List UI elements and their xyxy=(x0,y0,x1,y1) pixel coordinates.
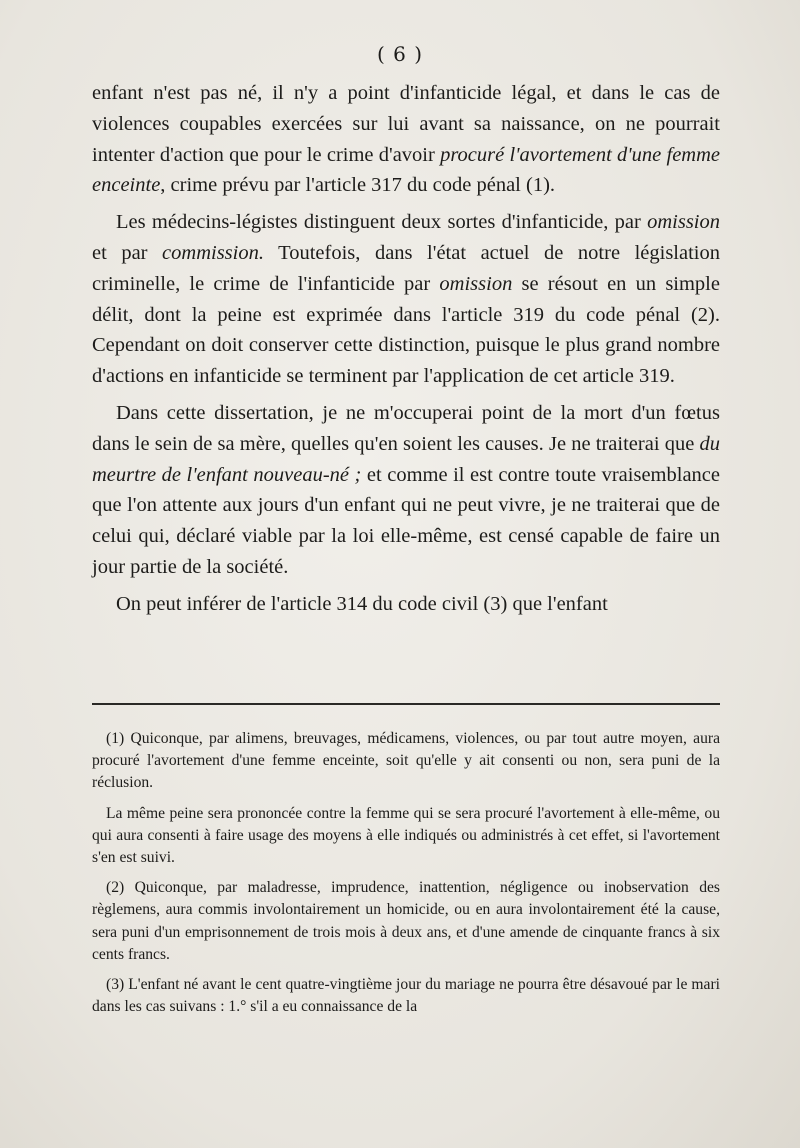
footnote-1: (1) Quiconque, par alimens, breuvages, médicamens, violences, ou par tout autre moyen, aura procuré l'avortement d'une femme enceinte, soit qu'elle y ait consenti ou non, sera puni de la réclusion. xyxy=(92,730,720,792)
page-number: ( 6 ) xyxy=(376,42,424,66)
paragraph-2-italic-2: commission. xyxy=(162,241,264,264)
paragraph-2-text-a: Les médecins-légistes distinguent deux sortes d'infanticide, par xyxy=(116,211,648,234)
paragraph-2-text-b: et par xyxy=(92,241,163,264)
footnote-3: (3) L'enfant né avant le cent quatre-vingtième jour du mariage ne pourra être désavoué par le mari dans les cas suivans : 1.° s'il a eu connaissance de la xyxy=(92,976,720,1016)
paragraph-4: On peut inférer de l'article 314 du code civil (3) que l'enfant xyxy=(116,592,608,615)
paragraph-2-text-c: Toutefois, dans l'état actuel de notre législation criminelle, le crime de l'infanticide par xyxy=(92,241,720,295)
footnote-divider xyxy=(92,703,720,705)
paragraph-2-italic-3: omission xyxy=(439,272,513,295)
paragraph-1-italic: procuré l'avortement d'une femme enceinte xyxy=(92,143,720,197)
paragraph-2 xyxy=(92,207,720,392)
paragraph-2-text-d: se résout en un simple délit, dont la peine est exprimée dans l'article 319 du code pénal (2). Cependant on doit conserver cette distinction, puisque le plus grand nombre d'actions en infanticide se terminent par l'application de cet article 319. xyxy=(92,272,720,388)
footnote-2: (2) Quiconque, par maladresse, imprudence, inattention, négligence ou inobservation des règlemens, aura commis involontairement un homicide, ou en aura involontairement été la cause, sera puni d'un emprisonnement de trois mois à deux ans, et d'une amende de cinquante francs à six cents francs. xyxy=(92,879,720,963)
paragraph-2-italic-1: omission xyxy=(647,211,720,234)
footnotes xyxy=(92,728,720,1026)
paragraph-3-text-a: Dans cette dissertation, je ne m'occuperai point de la mort d'un fœtus dans le sein de sa mère, quelles qu'en soient les causes. Je ne traiterai que xyxy=(92,401,720,455)
paragraph-1-text: enfant n'est pas né, il n'y a point d'infanticide légal, et dans le cas de violences coupables exercées sur lui avant sa naissance, on ne pourrait intenter d'action que pour le crime d'avoir xyxy=(92,82,720,166)
paragraph-3-italic: du meurtre de l'enfant nouveau-né ; xyxy=(92,432,720,486)
main-text xyxy=(92,78,720,626)
footnote-1-continued: La même peine sera prononcée contre la femme qui se sera procuré l'avortement à elle-même, ou qui aura consenti à faire usage des moyens à elle indiqués ou administrés à cet effet, si l'avortement s'en est suivi. xyxy=(92,804,720,867)
paragraph-3 xyxy=(92,398,720,583)
paragraph-3-text-b: et comme il est contre toute vraisemblance que l'on attente aux jours d'un enfant qui ne peut vivre, je ne traiterai que de celui qui, déclaré viable par la loi elle-même, est censé capable de faire un jour partie de la société. xyxy=(92,463,720,578)
paragraph-1-end: , crime prévu par l'article 317 du code pénal (1). xyxy=(160,174,556,197)
paragraph-1 xyxy=(92,78,720,201)
